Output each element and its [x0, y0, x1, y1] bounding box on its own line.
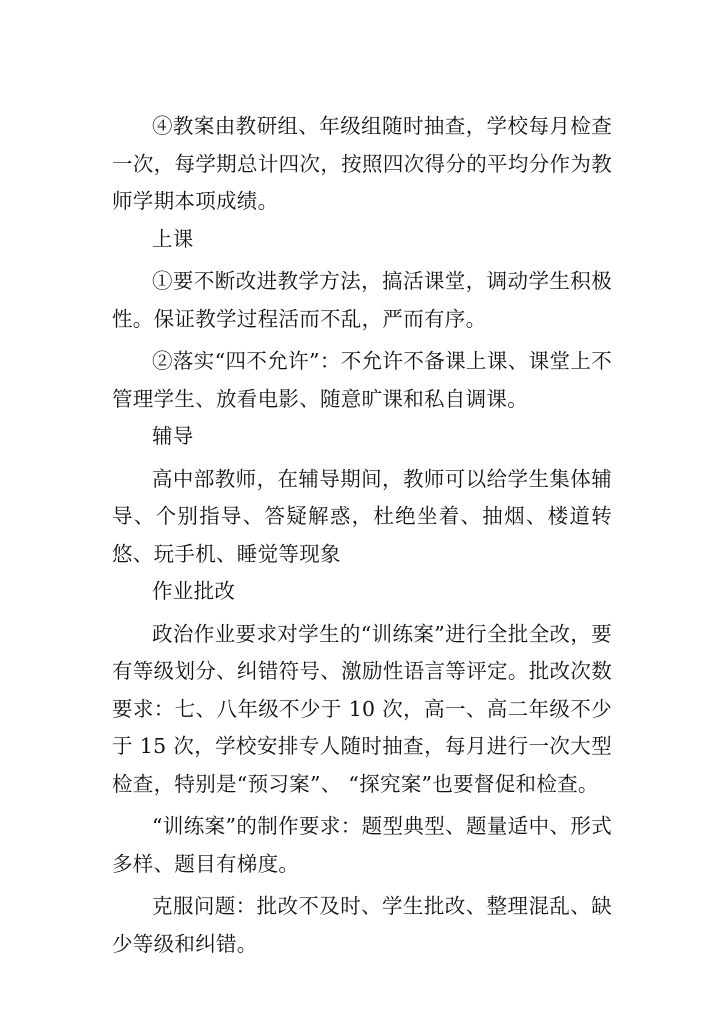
heading-class: 上课 — [152, 226, 194, 251]
paragraph-training-case-requirements: “训练案”的制作要求：题型典型、题量适中、形式多样、题目有梯度。 — [112, 814, 612, 876]
paragraph-homework-requirements: 政治作业要求对学生的“训练案”进行全批全改，要有等级划分、纠错符号、激励性语言等评定。批改次数要求：七、八年级不少于 10 次，高一、高二年级不少于 15 次，学校安排专人随时抽查，每月进行一次大型检查，特别是“预习案”、 “探究案”也要督促和检查。 — [112, 621, 612, 796]
paragraph-tutoring: 高中部教师，在辅导期间，教师可以给学生集体辅导、个别指导、答疑解惑，杜绝坐着、抽烟、楼道转悠、玩手机、睡觉等现象 — [112, 466, 612, 566]
paragraph-four-not-allowed: ②落实“四不允许”：不允许不备课上课、课堂上不管理学生、放看电影、随意旷课和私自调课。 — [112, 349, 612, 411]
paragraph-teaching-method: ①要不断改进教学方法，搞活课堂，调动学生积极性。保证教学过程活而不乱，严而有序。 — [112, 269, 612, 331]
paragraph-problems-to-overcome: 克服问题：批改不及时、学生批改、整理混乱、缺少等级和纠错。 — [112, 894, 612, 956]
paragraph-lesson-plan-inspection: ④教案由教研组、年级组随时抽查，学校每月检查一次，每学期总计四次，按照四次得分的平均分作为教师学期本项成绩。 — [112, 114, 612, 213]
heading-homework-correction: 作业批改 — [152, 579, 236, 603]
heading-tutoring: 辅导 — [152, 424, 194, 448]
document-page — [112, 108, 612, 963]
